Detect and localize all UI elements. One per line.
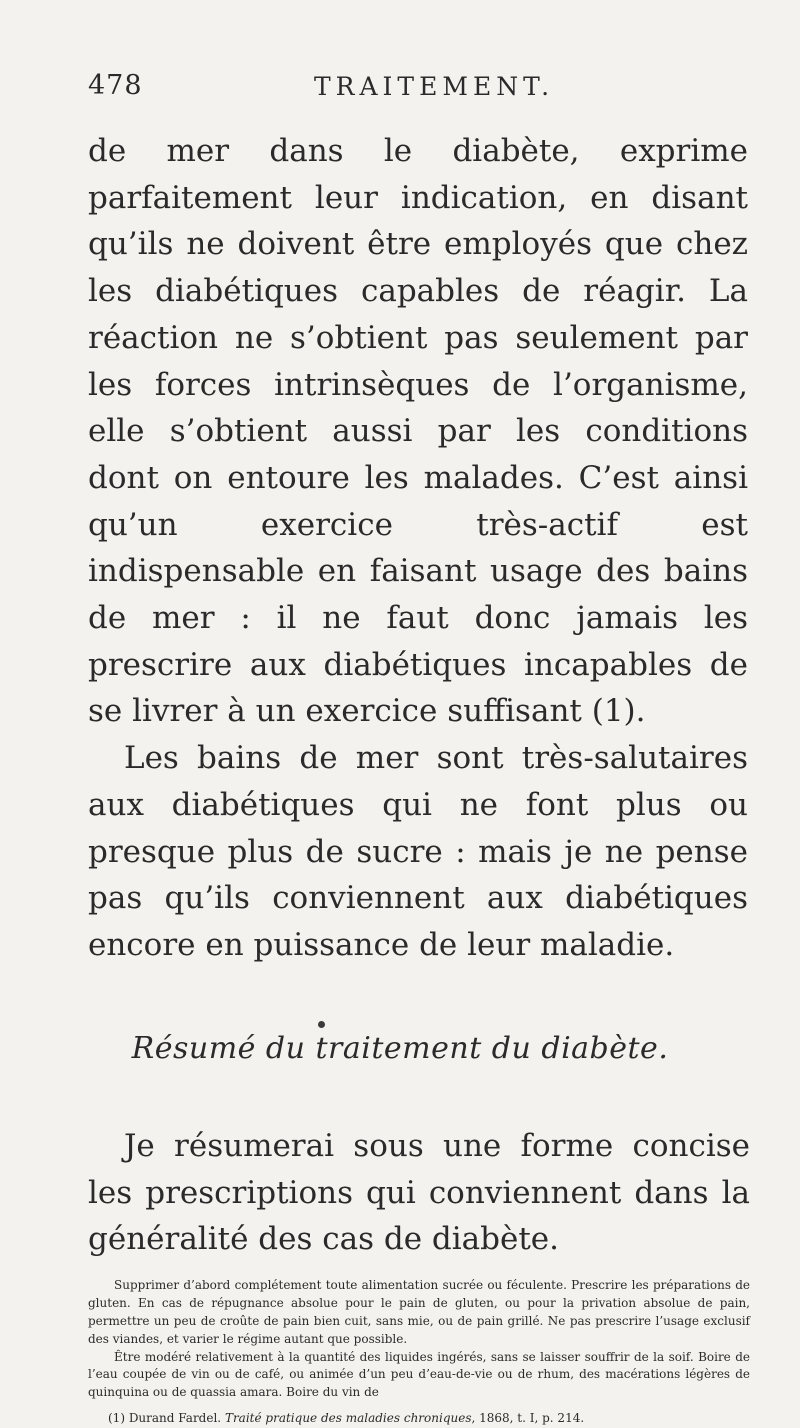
footnote <box>88 1410 750 1428</box>
page-header <box>88 70 740 110</box>
running-head: TRAITEMENT. <box>314 72 555 101</box>
main-paragraph-1: de mer dans le diabète, exprime parfaitement leur indication, en disant qu’ils ne doivent être employés que chez les diabétiques capables de réagir. La réaction ne s’obtient pas seulement par les forces intrinsèques de l’organisme, elle s’obtient aussi par les conditions dont on entoure les malades. C’est ainsi qu’un exercice très-actif est indispensable en faisant usage des bains de mer : il ne faut donc jamais les prescrire aux diabétiques incapables de se livrer à un exercice suffisant (1). <box>88 133 748 730</box>
footnote-prefix: (1) Durand Fardel. <box>108 1411 225 1425</box>
footnote-text <box>88 1410 750 1428</box>
prescriptions-block <box>88 1277 750 1402</box>
footnote-work-title: Traité pratique des maladies chroniques <box>224 1411 472 1425</box>
main-paragraph-2: Les bains de mer sont très-salutaires aux diabétiques qui ne font plus ou presque plus de sucre : mais je ne pense pas qu’ils conviennent aux diabétiques encore en puissance de leur maladie. <box>88 740 748 963</box>
main-text <box>88 128 748 969</box>
ornament-dot <box>318 1021 325 1028</box>
section-title: Résumé du traitement du diabète. <box>131 1031 669 1066</box>
summary-paragraph-1: Je résumerai sous une forme concise les prescriptions qui conviennent dans la généralité des cas de diabète. <box>88 1128 750 1258</box>
prescription-paragraph-2: Être modéré relativement à la quantité des liquides ingérés, sans se laisser souffrir de la soif. Boire de l’eau coupée de vin ou de café, ou animée d’un peu d’eau-de-vie ou de rhum, des macérations légères de quinquina ou de quassia amara. Boire du vin de <box>88 1349 750 1400</box>
footnote-suffix: , 1868, t. I, p. 214. <box>471 1411 585 1425</box>
summary-text <box>88 1123 750 1263</box>
prescription-paragraph-1: Supprimer d’abord complétement toute alimentation sucrée ou féculente. Prescrire les préparations de gluten. En cas de répugnance absolue pour le pain de gluten, ou pour la privation absolue de pain, permettre un peu de croûte de pain bien cuit, sans mie, ou de pain grillé. Ne pas prescrire l’usage exclusif des viandes, et varier le régime autant que possible. <box>88 1278 750 1346</box>
page-number: 478 <box>88 70 143 101</box>
